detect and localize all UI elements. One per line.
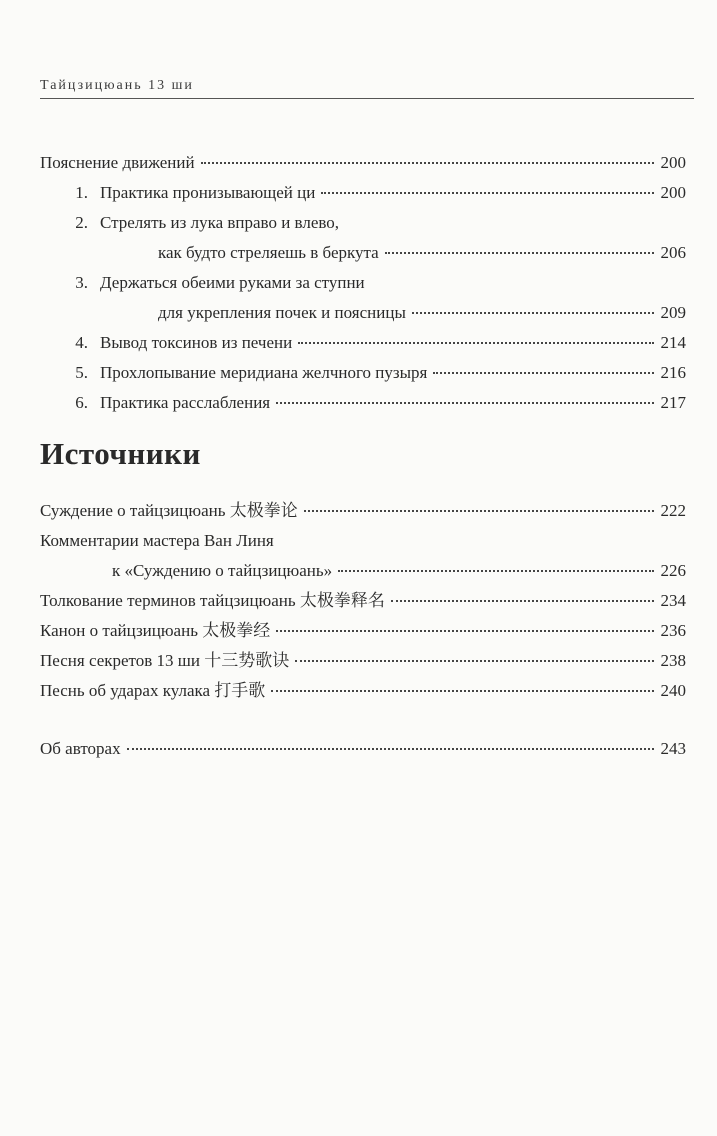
dot-leader [201, 162, 654, 164]
toc-entry-title: Пояснение движений [40, 153, 195, 172]
toc-entry[interactable] [40, 208, 686, 238]
toc-about [40, 734, 686, 764]
chinese-title: 十三势歌诀 [204, 651, 290, 671]
toc-explanations [40, 148, 686, 418]
toc-entry-title: Об авторах [40, 739, 121, 758]
chinese-title: 太极拳释名 [299, 591, 385, 611]
chinese-title: 打手歌 [214, 681, 266, 701]
dot-leader [298, 342, 654, 344]
toc-entry[interactable] [40, 268, 686, 298]
toc-entry-title-cont: к «Суждению о тайцзицюань» [112, 561, 333, 580]
page-number: 200 [660, 153, 686, 172]
toc-entry-title: Толкование терминов тайцзицюань 太极拳释名 [40, 591, 385, 611]
toc-entry-title: Вывод токсинов из печени [100, 333, 293, 352]
page-number: 206 [660, 243, 686, 262]
page-number: 222 [660, 501, 686, 520]
page-number: 200 [660, 183, 686, 202]
dot-leader [338, 570, 654, 572]
toc-entry-continuation[interactable] [40, 556, 686, 586]
dot-leader [385, 252, 654, 254]
page-number: 216 [660, 363, 686, 382]
toc-entry-title: Суждение о тайцзицюань 太极拳论 [40, 501, 298, 521]
entry-number: 2. [75, 213, 88, 232]
entry-number: 4. [75, 333, 88, 352]
page-number: 240 [660, 681, 686, 700]
chinese-title: 太极拳经 [202, 621, 271, 641]
entry-number: 6. [75, 393, 88, 412]
toc-entry-continuation[interactable] [40, 238, 686, 268]
toc-entry[interactable] [40, 646, 686, 676]
dot-leader [433, 372, 654, 374]
toc-entry[interactable] [40, 496, 686, 526]
toc-entry[interactable] [40, 358, 686, 388]
page-number: 217 [660, 393, 686, 412]
toc-entry-explanations[interactable] [40, 148, 686, 178]
dot-leader [295, 660, 654, 662]
dot-leader [127, 748, 654, 750]
toc-entry[interactable] [40, 526, 686, 556]
toc-entry-title: Практика пронизывающей ци [100, 183, 316, 202]
toc-entry-title: Стрелять из лука вправо и влево, [100, 213, 340, 232]
toc-entry-title: Комментарии мастера Ван Линя [40, 531, 274, 550]
toc-entry-title: Песня секретов 13 ши 十三势歌诀 [40, 651, 290, 671]
section-title-sources: Источники [40, 436, 201, 471]
dot-leader [271, 690, 654, 692]
toc-entry-title: Песнь об ударах кулака 打手歌 [40, 681, 266, 701]
toc-entry[interactable] [40, 328, 686, 358]
toc-entry-title: Практика расслабления [100, 393, 271, 412]
dot-leader [276, 402, 654, 404]
running-head: Тайцзицюань 13 ши [40, 78, 194, 93]
toc-entry-title: Держаться обеими руками за ступни [100, 273, 365, 292]
header-rule [40, 98, 694, 99]
page-number: 243 [660, 739, 686, 758]
toc-entry-about[interactable] [40, 734, 686, 764]
toc-entry-continuation[interactable] [40, 298, 686, 328]
dot-leader [412, 312, 654, 314]
dot-leader [391, 600, 654, 602]
entry-number: 1. [75, 183, 88, 202]
dot-leader [321, 192, 654, 194]
page-number: 209 [660, 303, 686, 322]
toc-entry-title-cont: для укрепления почек и поясницы [158, 303, 406, 322]
chinese-title: 太极拳论 [229, 501, 298, 521]
page-number: 234 [660, 591, 686, 610]
toc-sources [40, 496, 686, 706]
toc-entry-title-cont: как будто стреляешь в беркута [158, 243, 379, 262]
toc-entry[interactable] [40, 178, 686, 208]
toc-entry-title: Прохлопывание меридиана желчного пузыря [100, 363, 428, 382]
toc-entry[interactable] [40, 586, 686, 616]
entry-number: 3. [75, 273, 88, 292]
toc-entry[interactable] [40, 388, 686, 418]
dot-leader [304, 510, 654, 512]
entry-number: 5. [75, 363, 88, 382]
dot-leader [276, 630, 654, 632]
toc-entry-title: Канон о тайцзицюань 太极拳经 [40, 621, 271, 641]
page-number: 214 [660, 333, 686, 352]
toc-entry[interactable] [40, 616, 686, 646]
page-number: 236 [660, 621, 686, 640]
page-number: 238 [660, 651, 686, 670]
page-number: 226 [660, 561, 686, 580]
toc-entry[interactable] [40, 676, 686, 706]
